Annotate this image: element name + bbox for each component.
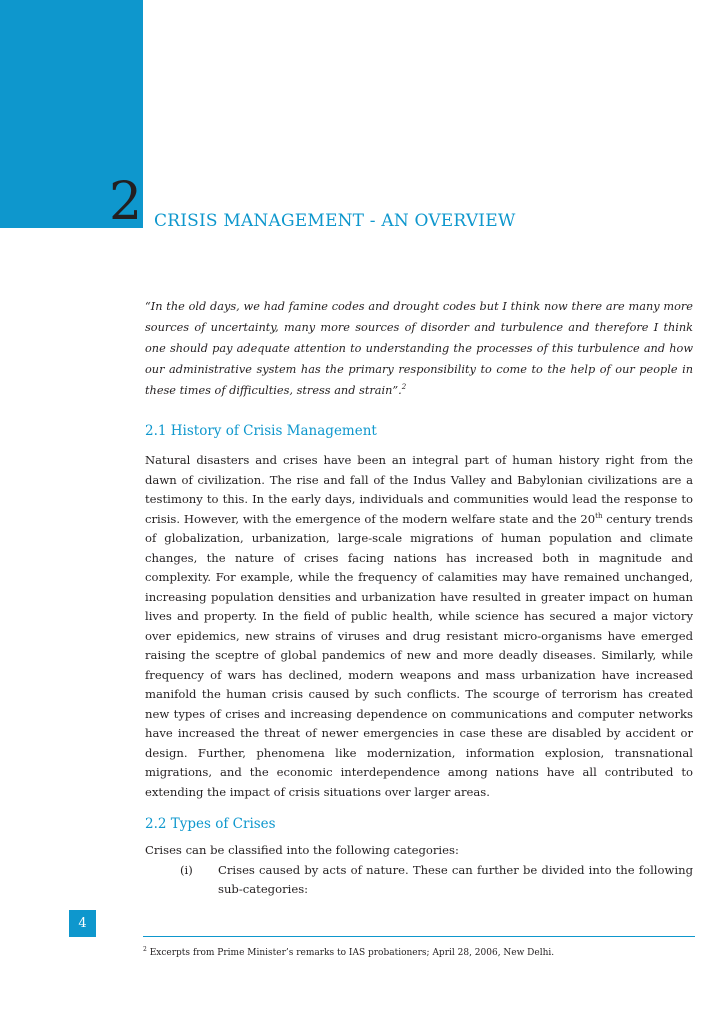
chapter-number: 2	[109, 172, 143, 232]
footnote-divider	[143, 936, 695, 937]
list-marker: (i)	[180, 862, 193, 877]
page-content	[145, 296, 693, 900]
century-superscript: th	[595, 511, 603, 520]
page-number-badge	[69, 910, 96, 937]
section-heading-types: 2.2 Types of Crises	[145, 816, 276, 832]
quote-footnote-ref: 2	[401, 383, 407, 392]
page-number: 4	[78, 916, 87, 931]
types-intro: Crises can be classified into the following categories:	[145, 843, 459, 857]
list-item	[145, 861, 693, 900]
list-item-text: Crises caused by acts of nature. These can further be divided into the following sub-categories:	[218, 862, 693, 896]
chapter-title: CRISIS MANAGEMENT - AN OVERVIEW	[154, 211, 516, 231]
history-paragraph	[145, 451, 693, 802]
footnote-marker: 2	[143, 946, 147, 953]
epigraph-quote	[145, 296, 693, 401]
section-heading-history: 2.1 History of Crisis Management	[145, 423, 377, 439]
history-text-part1: Natural disasters and crises have been an integral part of human history right from the dawn of civilization. The rise and fall of the Indus Valley and Babylonian civilizations are a testimony to this. In the early days, individuals and communities would lead the response to crisis. However, with the emergence of the modern welfare state and the 20	[145, 453, 693, 526]
history-text-part2: century trends of globalization, urbanization, large-scale migrations of human population and climate changes, the nature of crises facing nations has increased both in magnitude and complexity. For example, while the frequency of calamities may have remained unchanged, increasing population densities and urbanization have resulted in greater impact on human lives and property. In the field of public health, while science has secured a major victory over epidemics, new strains of viruses and drug resistant micro-organisms have emerged raising the sceptre of global pandemics of new and more deadly diseases. Similarly, while frequency of wars has declined, modern weapons and mass urbanization have increased manifold the human crisis caused by such conflicts. The scourge of terrorism has created new types of crises and increasing dependence on communications and computer networks have increased the threat of newer emergencies in case these are disabled by accident or design. Further, phenomena like modernization, information explosion, transnational migrations, and the economic interdependence among nations have all contributed to extending the impact of crisis situations over larger areas.	[145, 511, 693, 799]
footnote	[143, 943, 695, 960]
quote-text: “In the old days, we had famine codes and drought codes but I think now there are many more sources of uncertainty, many more sources of disorder and turbulence and therefore I think one should pay adequate attention to understanding the processes of this turbulence and how our administrative system has the primary responsibility to come to the help of our people in these times of difficulties, stress and strain”.	[145, 300, 693, 397]
footnote-text: Excerpts from Prime Minister’s remarks to IAS probationers; April 28, 2006, New Delhi.	[146, 948, 555, 958]
